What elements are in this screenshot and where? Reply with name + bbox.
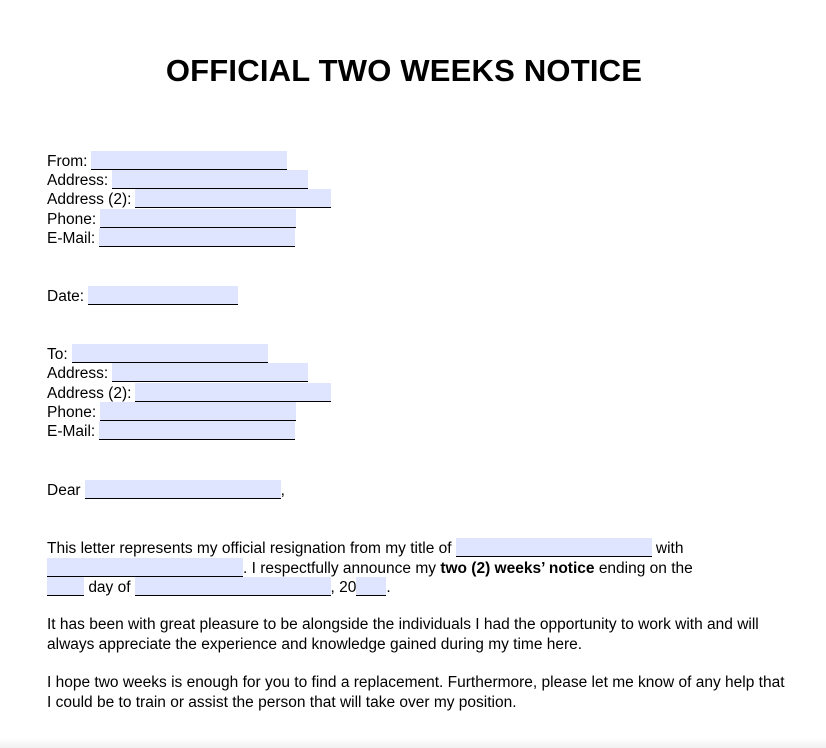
to-label: To: [47, 346, 68, 363]
recipient-address-row [47, 363, 308, 383]
company-name-field[interactable] [47, 558, 243, 577]
address2-label: Address (2): [47, 385, 132, 402]
recipient-email-field[interactable] [99, 421, 295, 440]
date-row [47, 286, 238, 306]
address-label: Address: [47, 365, 109, 382]
phone-label: Phone: [47, 404, 97, 421]
to-field[interactable] [72, 344, 268, 363]
paragraph-1-line-1 [47, 538, 683, 558]
document-title: OFFICIAL TWO WEEKS NOTICE [165, 53, 643, 88]
dear-label: Dear [47, 482, 81, 499]
end-day-field[interactable] [47, 577, 84, 596]
sender-address2-row [47, 189, 331, 209]
recipient-address2-row [47, 383, 331, 403]
recipient-name-field[interactable] [85, 480, 281, 499]
p1-end-period: . [386, 579, 391, 596]
p1-text-b: . I respectfully announce my [243, 560, 436, 577]
recipient-address2-field[interactable] [135, 383, 331, 402]
paragraph-2: It has been with great pleasure to be alongside the individuals I had the opportunity to work with and will always appreciate the experience and knowledge gained during my time here. [47, 616, 759, 653]
page-bottom-edge [0, 738, 826, 748]
email-label: E-Mail: [47, 230, 96, 247]
sender-email-field[interactable] [99, 228, 295, 247]
p1-bold-notice: two (2) weeks’ notice [440, 560, 595, 577]
recipient-phone-field[interactable] [100, 402, 296, 421]
phone-label: Phone: [47, 211, 97, 228]
recipient-email-row [47, 421, 295, 441]
sender-address-row [47, 170, 308, 190]
sender-address-field[interactable] [112, 170, 308, 189]
address2-label: Address (2): [47, 191, 132, 208]
recipient-to-row [47, 344, 268, 364]
salutation-row [47, 480, 285, 500]
paragraph-1-line-2 [47, 558, 693, 578]
address-label: Address: [47, 172, 109, 189]
job-title-field[interactable] [456, 538, 652, 557]
email-label: E-Mail: [47, 423, 96, 440]
p1-year-prefix: , 20 [330, 579, 357, 596]
recipient-address-field[interactable] [112, 363, 308, 382]
p1-dayof: day of [88, 579, 131, 596]
from-label: From: [47, 153, 88, 170]
recipient-phone-row [47, 402, 296, 422]
date-field[interactable] [88, 286, 238, 305]
sender-phone-field[interactable] [100, 209, 296, 228]
salutation-comma: , [280, 482, 285, 499]
sender-from-row [47, 151, 287, 171]
p1-text-c: ending on the [598, 560, 693, 577]
end-year-field[interactable] [356, 577, 386, 596]
end-month-field[interactable] [135, 577, 331, 596]
sender-phone-row [47, 209, 296, 229]
sender-address2-field[interactable] [135, 189, 331, 208]
p1-with: with [655, 540, 684, 557]
paragraph-1-line-3 [47, 577, 391, 597]
from-field[interactable] [91, 151, 287, 170]
paragraph-3: I hope two weeks is enough for you to find a replacement. Furthermore, please let me know of any help that I could be to train or assist the person that will take over my position. [47, 674, 785, 711]
date-label: Date: [47, 288, 85, 305]
sender-email-row [47, 228, 295, 248]
p1-text-a: This letter represents my official resignation from my title of [47, 540, 452, 557]
